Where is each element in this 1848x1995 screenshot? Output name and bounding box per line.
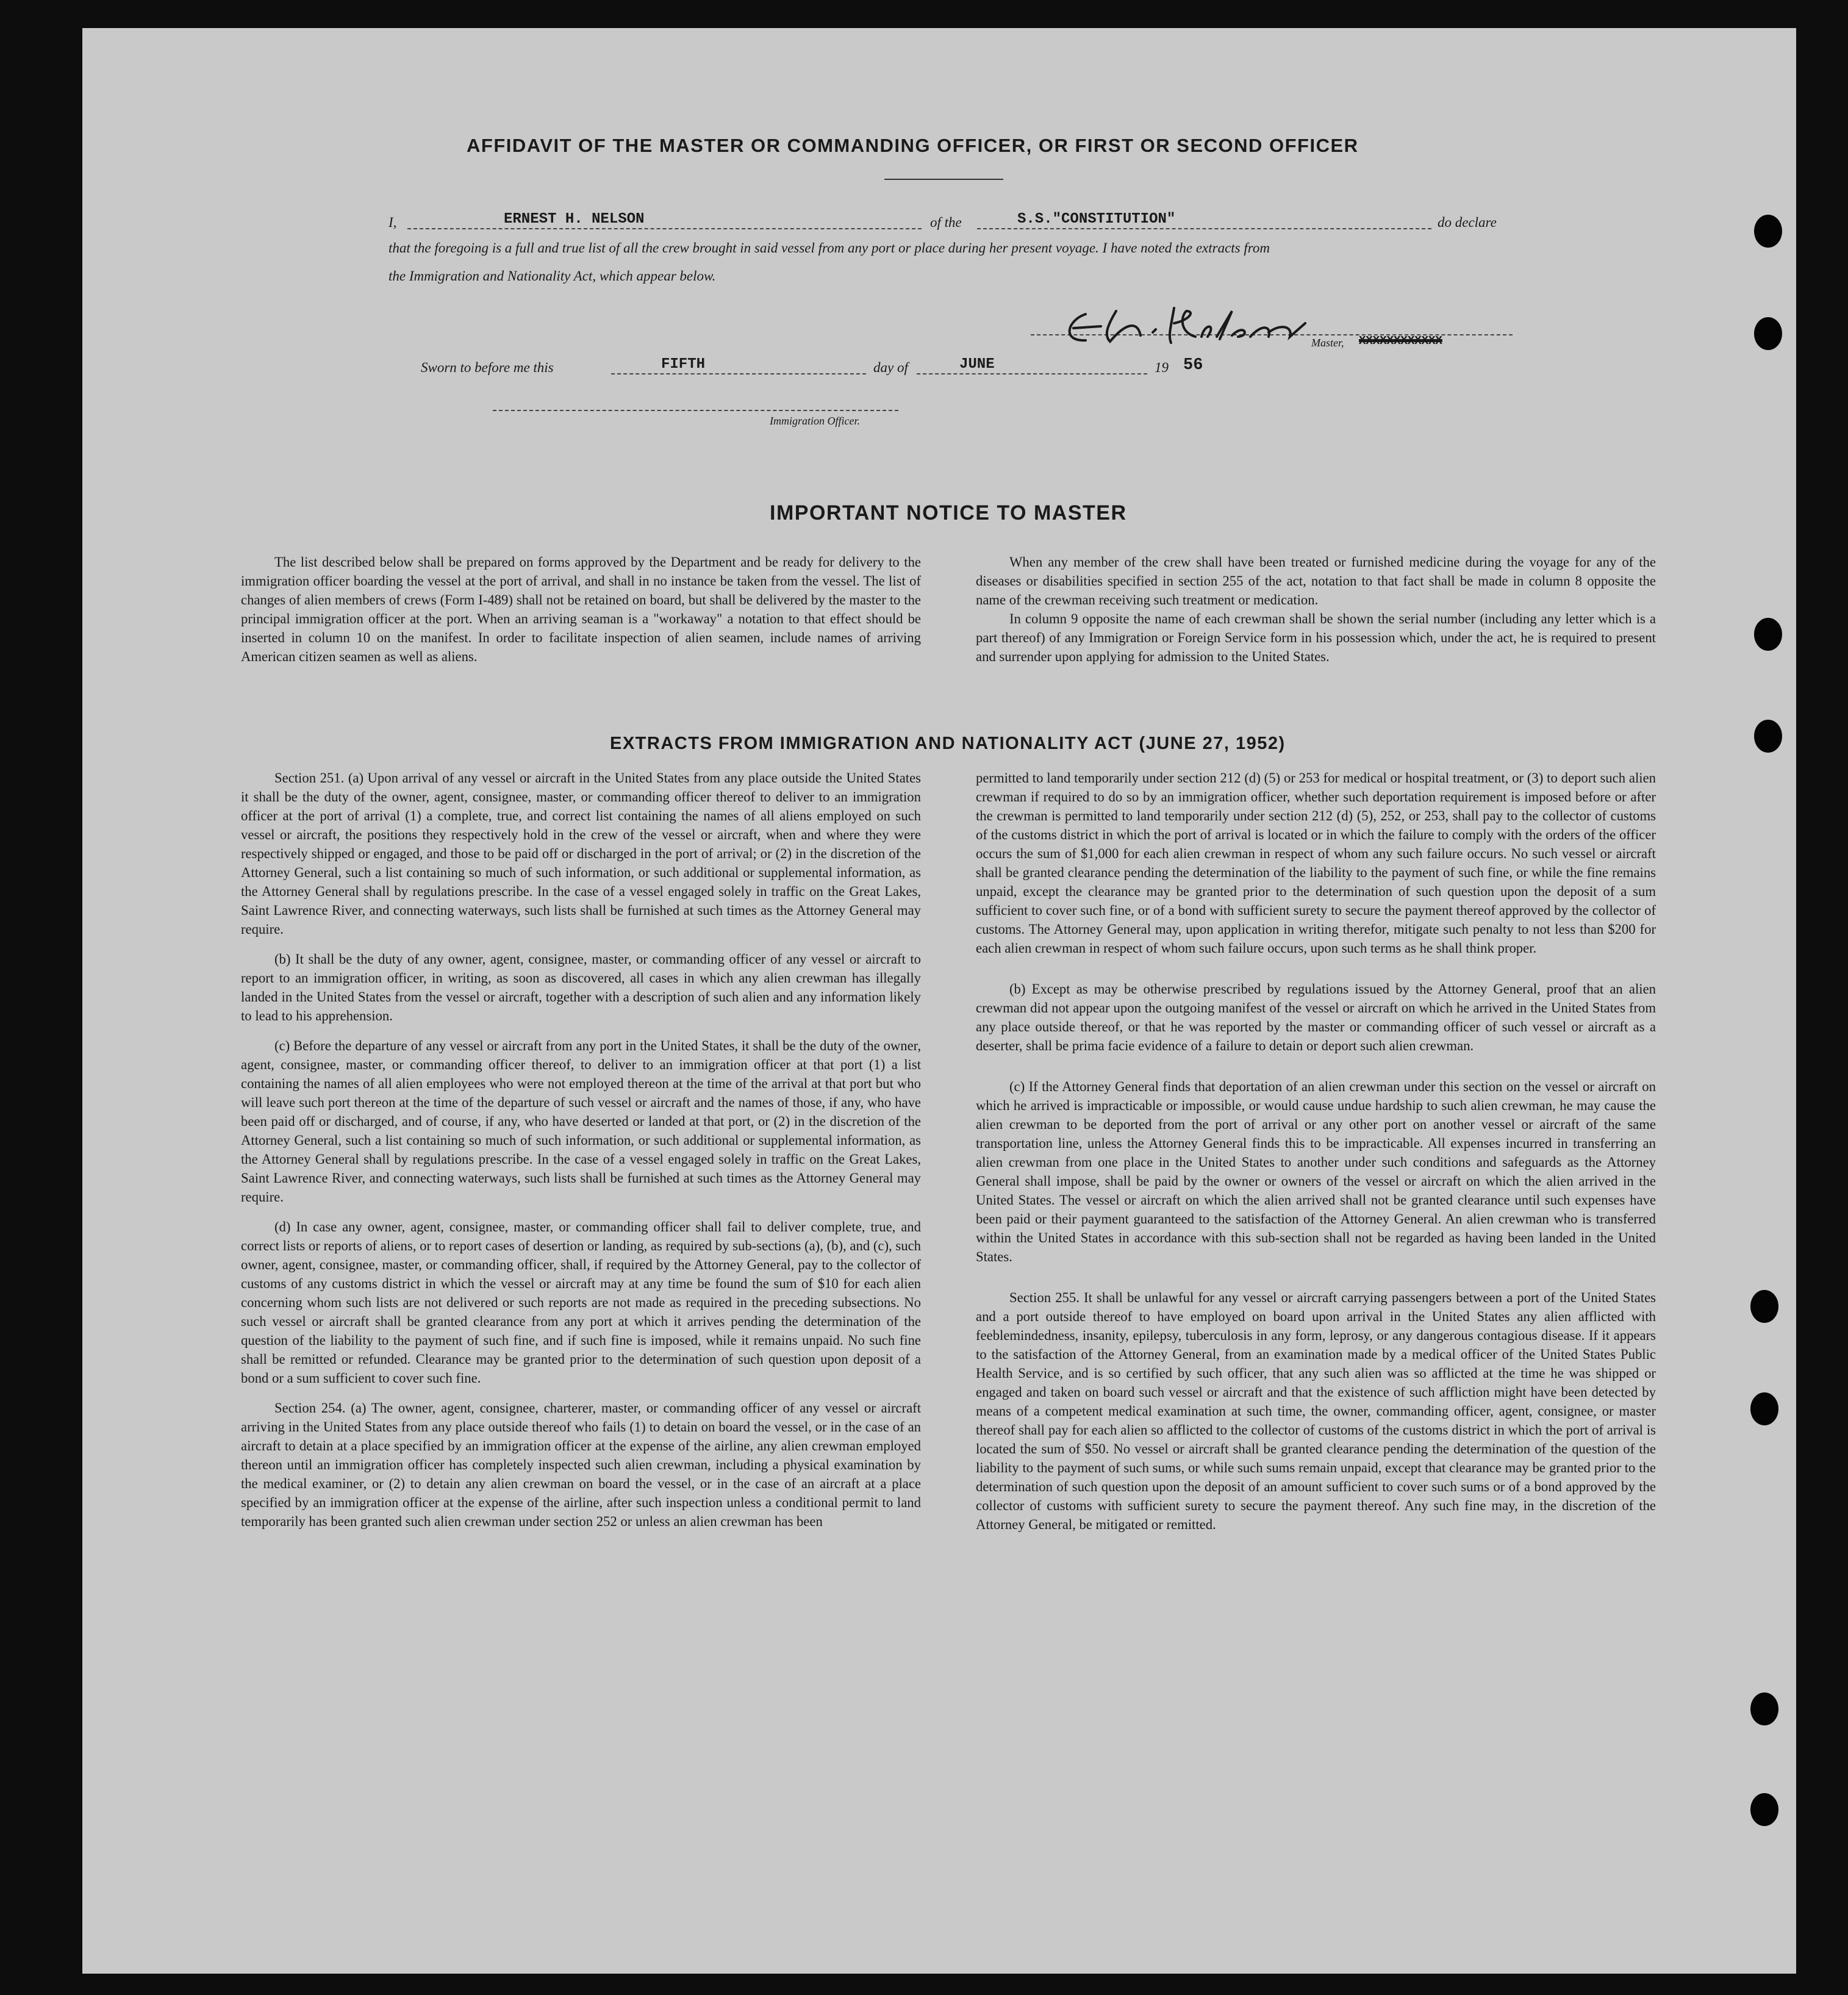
master-label: Master, [1311, 337, 1344, 349]
sworn-label: Sworn to before me this [421, 360, 554, 375]
year-value: 56 [1183, 356, 1203, 374]
notice-right-text-1: When any member of the crew shall have been treated or furnished medicine during the voyage for any of the diseases or disabilities specified in section 255 of the act, notation to that fact shall be made in column 8 opposite the name of the crewman receiving such treatment or medication. [976, 554, 1656, 607]
section-254a: Section 254. (a) The owner, agent, consignee, charterer, master, or commanding officer of any vessel or aircraft arriving in the United States from any place outside thereof who fails (1) to detain on board the vessel, or in the case of an aircraft to detain at a place specified by an immigration officer at the expense of the airline, any alien crewman employed thereon until an immigration officer has completely inspected such alien crewman, including a physical examination by the medical examiner, or (2) to detain any alien crewman on board the vessel, or in the case of an aircraft at a place specified by an immigration officer at the expense of the airline, after such inspection unless a conditional permit to land temporarily has been granted such alien crewman under section 252 or unless an alien crewman has been [241, 1400, 921, 1529]
notice-left-text: The list described below shall be prepared on forms approved by the Department and be ready for delivery to the immigration officer boarding the vessel at the port of arrival, and shall in no instance be taken from the vessel. The list of changes of alien members of crews (Form I-489) shall not be retained on board, but shall be delivered by the master to the principal immigration officer at the port. When an arriving seaman is a "workaway" a notation to that effect should be inserted in column 10 on the manifest. In order to facilitate inspection of alien seamen, include names of arriving American citizen seamen as well as aliens. [241, 554, 921, 664]
name-dash [407, 228, 922, 229]
extracts-right [976, 768, 1656, 1534]
section-254c: (c) If the Attorney General finds that deportation of an alien crewman under this section on the vessel or aircraft on which he arrived is impracticable or impossible, or would cause undue hardship to such alien crewman, he may cause the alien crewman to be deported from the port of arrival or any other port on another vessel or aircraft of the same transportation line, unless the Attorney General finds this to be impracticable. All expenses incurred in transferring an alien crewman from one place in the United States to another under such conditions and safeguards as the Attorney General shall impose, shall be paid by the owner or owners of the vessel or aircraft on which the alien arrived in the United States. The vessel or aircraft on which the alien arrived shall not be granted clearance until such expenses have been paid or their payment guaranteed to the satisfaction of the Attorney General. An alien crewman who is transferred within the United States in accordance with this sub-section shall not be regarded as having been landed in the United States. [976, 1079, 1656, 1264]
vessel-name: S.S."CONSTITUTION" [1017, 211, 1176, 227]
extracts-left [241, 768, 921, 1531]
punch-hole [1754, 618, 1782, 651]
section-251c: (c) Before the departure of any vessel or aircraft from any port in the United States, it shall be the duty of the owner, agent, consignee, master, or commanding officer thereof, to deliver to an immigration officer at that port (1) a list containing the names of all alien employees who were not employed thereon at the time of the arrival at that port but who will leave such port thereon at the time of the departure of such vessel or aircraft and the names of those, if any, who have been paid off or discharged, and of course, if any, who have deserted or landed at that port, or (2) in the discretion of the Attorney General, such a list containing so much of such information, or such additional or supplemental information, as the Attorney General shall by regulations prescribe. In the case of a vessel engaged solely in traffic on the Great Lakes, Saint Lawrence River, and connecting waterways, such lists shall be furnished at such times as the Attorney General may require. [241, 1038, 921, 1205]
punch-hole [1754, 720, 1782, 753]
of-the-label: of the [930, 215, 962, 230]
day-value: FIFTH [661, 356, 706, 373]
officer-dash [493, 410, 898, 411]
year-prefix: 19 [1155, 360, 1169, 375]
section-254a-continued: permitted to land temporarily under section 212 (d) (5) or 253 for medical or hospital treatment, or (3) to deport such alien crewman if required to do so by an immigration officer, whether such deportation requirement is imposed before or after the crewman is permitted to land temporarily under section 212 (d) (5), 252, or 253, shall pay to the collector of customs of the customs district in which the port of arrival is located or in which the failure to comply with the orders of the officer occurs the sum of $1,000 for each alien crewman in respect of whom any such failure occurs. No such vessel or aircraft shall be granted clearance pending the determination of the liability to the payment of such fine, or while the fine remains unpaid, except the clearance may be granted prior to the determination of such question upon the deposit of a sum sufficient to cover such fine, or of a bond with sufficient surety to secure the payment thereof approved by the collector of customs. The Attorney General may, upon application in writing therefor, mitigate such penalty to not less than $200 for each alien crewman in respect of whom such failure occurs, upon such terms as he shall think proper. [976, 770, 1656, 956]
section-254b: (b) Except as may be otherwise prescribed by regulations issued by the Attorney General, proof that an alien crewman did not appear upon the outgoing manifest of the vessel or aircraft on which he arrived in the United States from any place outside thereof, or that he was reported by the master or commanding officer of such vessel or aircraft as a deserter, shall be prima facie evidence of a failure to detain or deport such alien crewman. [976, 981, 1656, 1053]
day-dash [611, 373, 866, 374]
section-251b: (b) It shall be the duty of any owner, agent, consignee, master, or commanding officer of any vessel or aircraft to report to an immigration officer, in writing, as soon as discovered, all cases in which any alien crewman has illegally landed in the United States from the vessel or aircraft, together with a description of such alien and any information likely to lead to his apprehension. [241, 951, 921, 1023]
notice-title: IMPORTANT NOTICE TO MASTER [770, 501, 1127, 525]
day-of-label: day of [873, 360, 908, 375]
title-rule [884, 179, 1003, 180]
struck-title: XXXXXXXXXXXX [1359, 334, 1442, 348]
section-251a: Section 251. (a) Upon arrival of any vessel or aircraft in the United States from any place outside the United States it shall be the duty of the owner, agent, consignee, master, or commanding officer thereof to deliver to an immigration officer at the port of arrival (1) a complete, true, and correct list containing the names of all aliens employed on such vessel or aircraft, the positions they respectively hold in the crew of the vessel or aircraft, when and where they were respectively shipped or engaged, and those to be paid off or discharged in the port of arrival; or (2) in the discretion of the Attorney General, such a list containing so much of such information, or such additional or supplemental information, as the Attorney General shall by regulations prescribe. In the case of a vessel engaged solely in traffic on the Great Lakes, Saint Lawrence River, and connecting waterways, such lists shall be furnished at such times as the Attorney General may require. [241, 770, 921, 937]
section-251d: (d) In case any owner, agent, consignee, master, or commanding officer shall fail to deliver complete, true, and correct lists or reports of aliens, or to report cases of desertion or landing, as required by sub-sections (a), (b), and (c), such owner, agent, consignee, master, or commanding officer, shall, if required by the Attorney General, pay to the collector of customs of any customs district in which the vessel or aircraft may at any time be found the sum of $10 for each alien concerning whom such lists are not delivered or such reports are not made as required in the preceding subsections. No such vessel or aircraft shall be granted clearance from any port at which it arrives pending the determination of the question of the liability to the payment of such fine, and if such fine is imposed, while it remains unpaid. No such fine shall be remitted or refunded. Clearance may be granted prior to the determination of such question upon deposit of a bond or a sum sufficient to cover such fine. [241, 1219, 921, 1386]
section-255: Section 255. It shall be unlawful for any vessel or aircraft carrying passengers between a port of the United States and a port outside thereof to have employed on board upon arrival in the United States any alien afflicted with feeblemindedness, insanity, epilepsy, tuberculosis in any form, leprosy, or any dangerous contagious disease. If it appears to the satisfaction of the Attorney General, from an examination made by a medical officer of the United States Public Health Service, and is so certified by such officer, that any such alien was so afflicted at the time he was shipped or engaged and taken on board such vessel or aircraft and that the existence of such affliction might have been detected by means of a competent medical examination at such time, the owner, commanding officer, agent, consignee, or master thereof shall pay for each alien so afflicted to the collector of customs of the customs district in which the port of arrival is located the sum of $50. No vessel or aircraft shall be granted clearance pending the determination of the question of the liability to the payment of such sums, or while such sums remain unpaid, except that clearance may be granted prior to the determination of such question upon the deposit of an amount sufficient to cover such sums or of a bond approved by the collector of customs with sufficient surety to secure the payment thereof. Any such fine may, in the discretion of the Attorney General, be mitigated or remitted. [976, 1290, 1656, 1532]
officer-label: Immigration Officer. [770, 415, 860, 427]
punch-hole [1750, 1793, 1778, 1826]
do-declare-label: do declare [1438, 215, 1497, 230]
declaration-line-2: the Immigration and Nationality Act, which appear below. [389, 268, 716, 284]
punch-hole [1750, 1290, 1778, 1323]
extracts-title: EXTRACTS FROM IMMIGRATION AND NATIONALITY ACT (JUNE 27, 1952) [610, 734, 1286, 753]
notice-right-text-2: In column 9 opposite the name of each crewman shall be shown the serial number (including any letter which is a part thereof) of any Immigration or Foreign Service form in his possession which, under the act, he is required to present and surrender upon applying for admission to the United States. [976, 611, 1656, 664]
notice-right [976, 553, 1656, 666]
month-dash [917, 373, 1147, 374]
punch-hole [1750, 1392, 1778, 1425]
i-label: I, [389, 215, 397, 230]
month-value: JUNE [959, 356, 995, 373]
punch-hole [1754, 215, 1782, 248]
master-name: ERNEST H. NELSON [504, 211, 645, 227]
vessel-dash [977, 228, 1431, 229]
punch-hole [1754, 317, 1782, 350]
punch-hole [1750, 1692, 1778, 1725]
declaration-line-1: that the foregoing is a full and true list of all the crew brought in said vessel from any port or place during her present voyage. I have noted the extracts from [389, 240, 1270, 256]
affidavit-title: AFFIDAVIT OF THE MASTER OR COMMANDING OFFICER, OR FIRST OR SECOND OFFICER [467, 135, 1359, 156]
notice-left [241, 553, 921, 666]
